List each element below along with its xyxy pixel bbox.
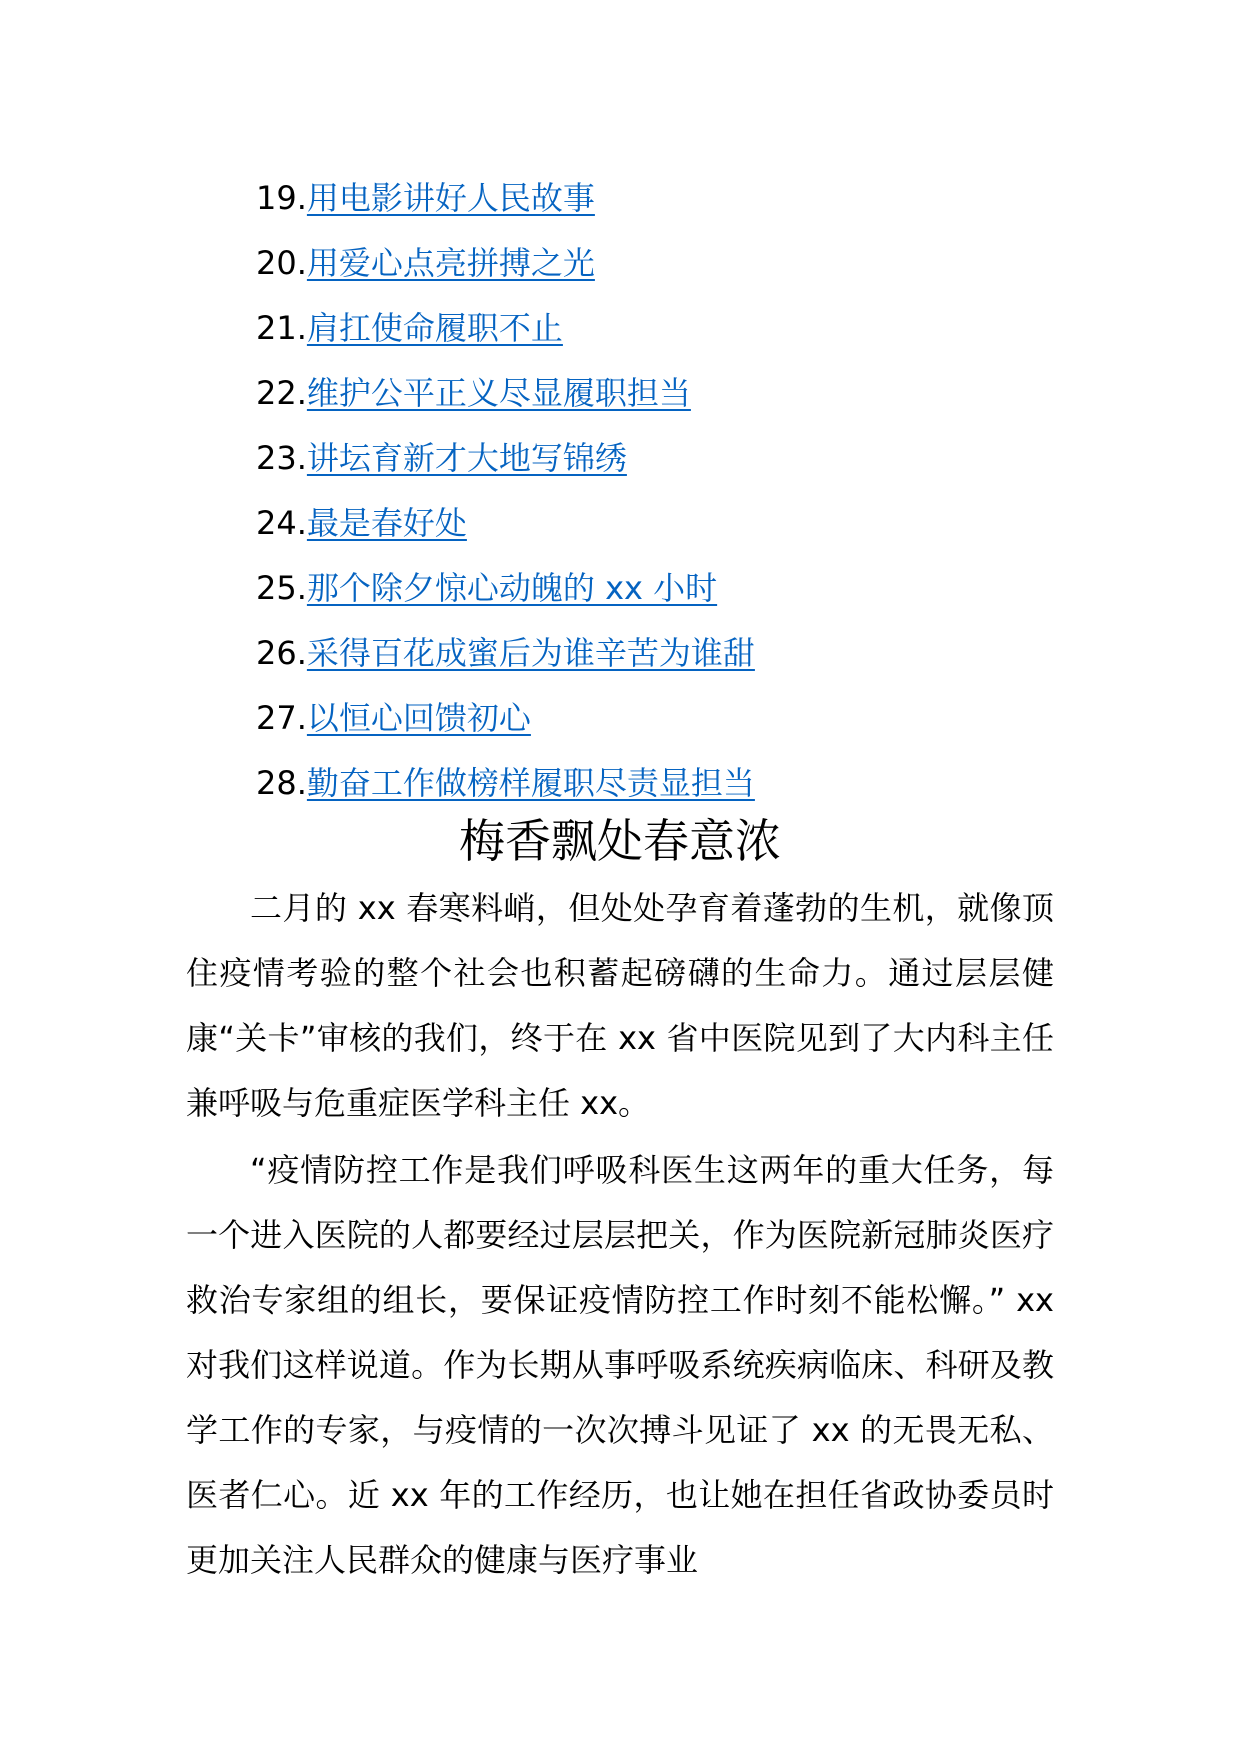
toc-number: 25. [256, 569, 307, 607]
toc-number: 21. [256, 309, 307, 347]
toc-link[interactable]: 以恒心回馈初心 [306, 699, 531, 737]
article-paragraph: “疫情防控工作是我们呼吸科医生这两年的重大任务，每一个进入医院的人都要经过层层把关，作为医院新冠肺炎医疗救治专家组的组长，要保证疫情防控工作时刻不能松懈。” xx 对我们这样说道。作为长期从事呼吸系统疾病临床、科研及教学工作的专家，与疫情的一次次搏斗见证了 xx 的无畏无私、医者仁心。近 xx 年的工作经历，也让她在担任省政协委员时更加关注人民群众的健康与医疗事业 [186, 1151, 1054, 1579]
toc-item [256, 623, 755, 688]
toc-link[interactable]: 维护公平正义尽显履职担当 [306, 374, 691, 412]
toc-link[interactable]: 用电影讲好人民故事 [306, 179, 595, 217]
table-of-contents [256, 168, 755, 818]
toc-item [256, 558, 755, 623]
toc-link[interactable]: 用爱心点亮拼搏之光 [306, 244, 595, 282]
toc-link[interactable]: 采得百花成蜜后为谁辛苦为谁甜 [306, 634, 755, 672]
toc-link[interactable]: 最是春好处 [306, 504, 467, 542]
toc-number: 28. [256, 764, 307, 802]
toc-number: 20. [256, 244, 307, 282]
toc-item [256, 298, 755, 363]
toc-item [256, 168, 755, 233]
toc-link[interactable]: 那个除夕惊心动魄的 xx 小时 [306, 569, 718, 607]
article-paragraph: 二月的 xx 春寒料峭，但处处孕育着蓬勃的生机，就像顶住疫情考验的整个社会也积蓄起磅礴的生命力。通过层层健康“关卡”审核的我们，终于在 xx 省中医院见到了大内科主任兼呼吸与危重症医学科主任 xx。 [186, 889, 1054, 1122]
toc-item [256, 363, 755, 428]
toc-number: 27. [256, 699, 307, 737]
toc-link[interactable]: 讲坛育新才大地写锦绣 [306, 439, 627, 477]
toc-item [256, 493, 755, 558]
toc-number: 24. [256, 504, 307, 542]
article-title: 梅香飘处春意浓 [459, 814, 781, 868]
toc-number: 23. [256, 439, 307, 477]
toc-item [256, 688, 755, 753]
toc-link[interactable]: 勤奋工作做榜样履职尽责显担当 [306, 764, 755, 802]
toc-number: 22. [256, 374, 307, 412]
article-body [186, 876, 1054, 1595]
toc-item [256, 428, 755, 493]
toc-number: 19. [256, 179, 307, 217]
toc-number: 26. [256, 634, 307, 672]
toc-link[interactable]: 肩扛使命履职不止 [306, 309, 563, 347]
toc-item [256, 233, 755, 298]
